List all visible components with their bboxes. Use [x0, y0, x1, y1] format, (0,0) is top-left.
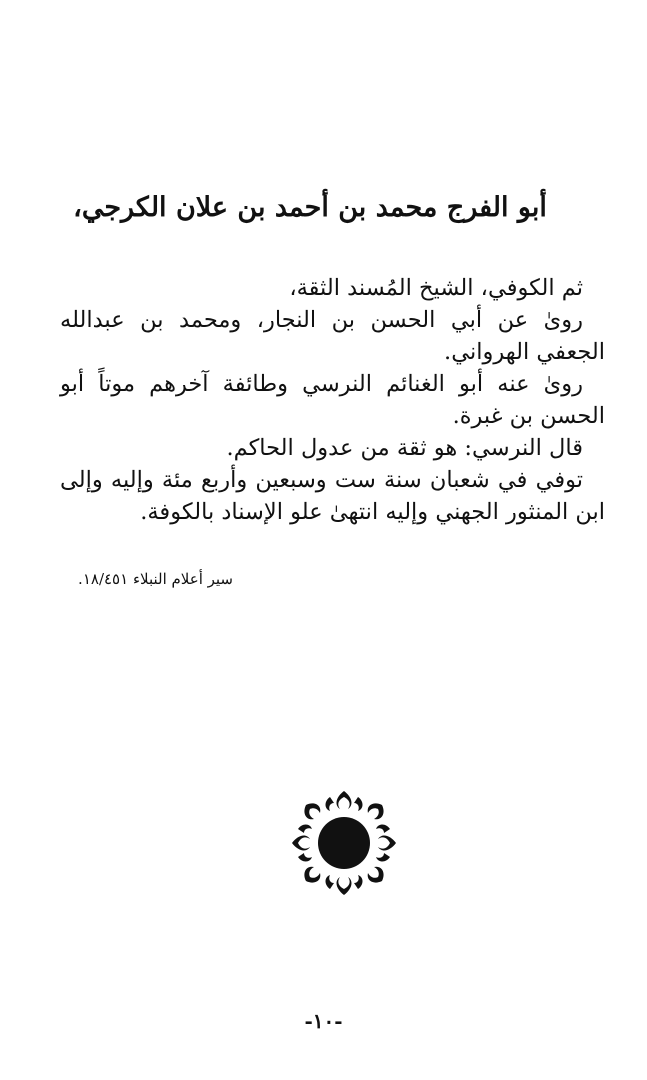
biography-paragraph-2: روىٰ عن أبي الحسن بن النجار، ومحمد بن عبدالله الجعفي الهرواني.	[60, 307, 605, 365]
source-footnote: سير أعلام النبلاء ١٨/٤٥١.	[78, 570, 233, 588]
biography-paragraph-3: روىٰ عنه أبو الغنائم النرسي وطائفة آخرهم موتاً أبو الحسن بن غبرة.	[60, 371, 605, 429]
page-number: -١٠-	[304, 1009, 343, 1033]
biography-paragraph-1: ثم الكوفي، الشيخ المُسند الثقة،	[289, 275, 583, 301]
biography-paragraph-5: توفي في شعبان سنة ست وسبعين وأربع مئة وإليه وإلى ابن المنثور الجهني وإليه انتهىٰ علو الإسناد بالكوفة.	[60, 467, 605, 525]
floral-ornament-icon	[284, 783, 404, 903]
biography-paragraph-4: قال النرسي: هو ثقة من عدول الحاكم.	[226, 435, 583, 461]
biography-heading: أبو الفرج محمد بن أحمد بن علان الكرجي،	[73, 192, 547, 223]
biography-body	[60, 272, 605, 528]
